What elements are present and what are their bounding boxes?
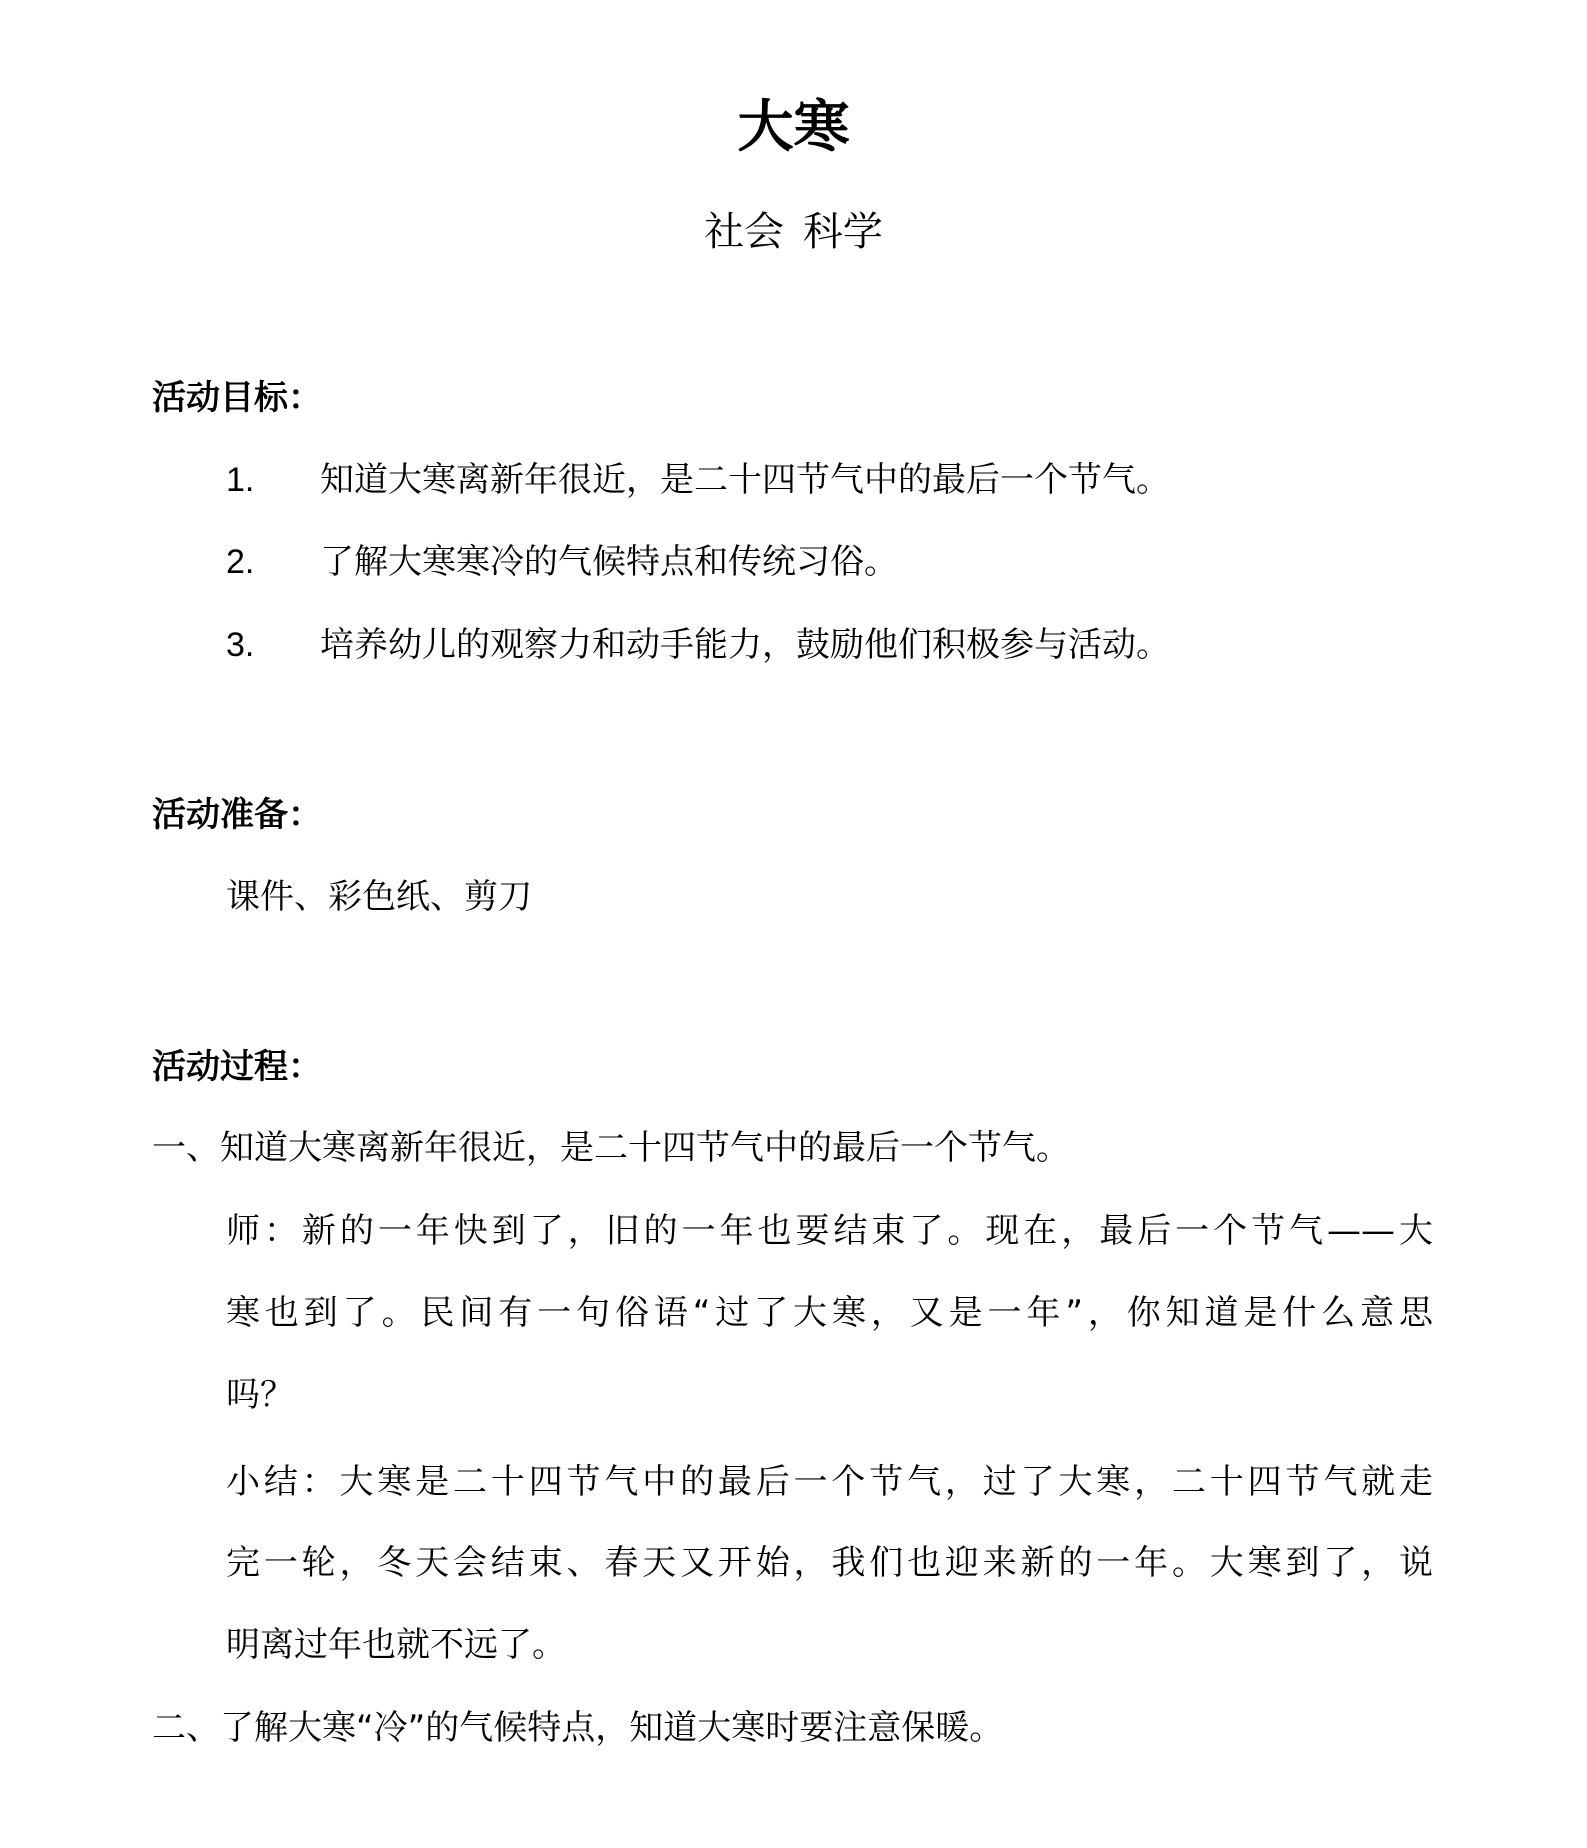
document-subtitle: 社会 科学 <box>704 209 883 255</box>
teacher-line: 师：新的一年快到了，旧的一年也要结束了。现在，最后一个节气——大 <box>226 1211 1433 1251</box>
process-step-1-title: 一、知道大寒离新年很近，是二十四节气中的最后一个节气。 <box>152 1128 1070 1168</box>
goal-item-text: 知道大寒离新年很近，是二十四节气中的最后一个节气。 <box>320 460 1170 500</box>
summary-line: 小结：大寒是二十四节气中的最后一个节气，过了大寒，二十四节气就走 <box>226 1462 1433 1502</box>
summary-line: 完一轮，冬天会结束、春天又开始，我们也迎来新的一年。大寒到了，说 <box>226 1543 1433 1583</box>
preparation-materials: 课件、彩色纸、剪刀 <box>226 877 532 917</box>
document-title: 大寒 <box>737 95 850 160</box>
goal-item-number: 3. <box>226 626 255 664</box>
preparation-heading: 活动准备： <box>152 795 322 835</box>
process-heading: 活动过程： <box>152 1047 322 1087</box>
teacher-line: 寒也到了。民间有一句俗语“过了大寒，又是一年”，你知道是什么意思 <box>226 1293 1433 1333</box>
summary-line: 明离过年也就不远了。 <box>226 1625 566 1665</box>
goals-heading: 活动目标： <box>152 378 322 418</box>
teacher-line: 吗？ <box>226 1375 294 1415</box>
goal-item-text: 了解大寒寒冷的气候特点和传统习俗。 <box>320 542 898 582</box>
goal-item-number: 2. <box>226 543 255 581</box>
goal-item-text: 培养幼儿的观察力和动手能力，鼓励他们积极参与活动。 <box>320 625 1170 665</box>
goal-item-number: 1. <box>226 461 255 499</box>
process-step-2-title: 二、了解大寒“冷”的气候特点，知道大寒时要注意保暖。 <box>152 1708 1004 1748</box>
